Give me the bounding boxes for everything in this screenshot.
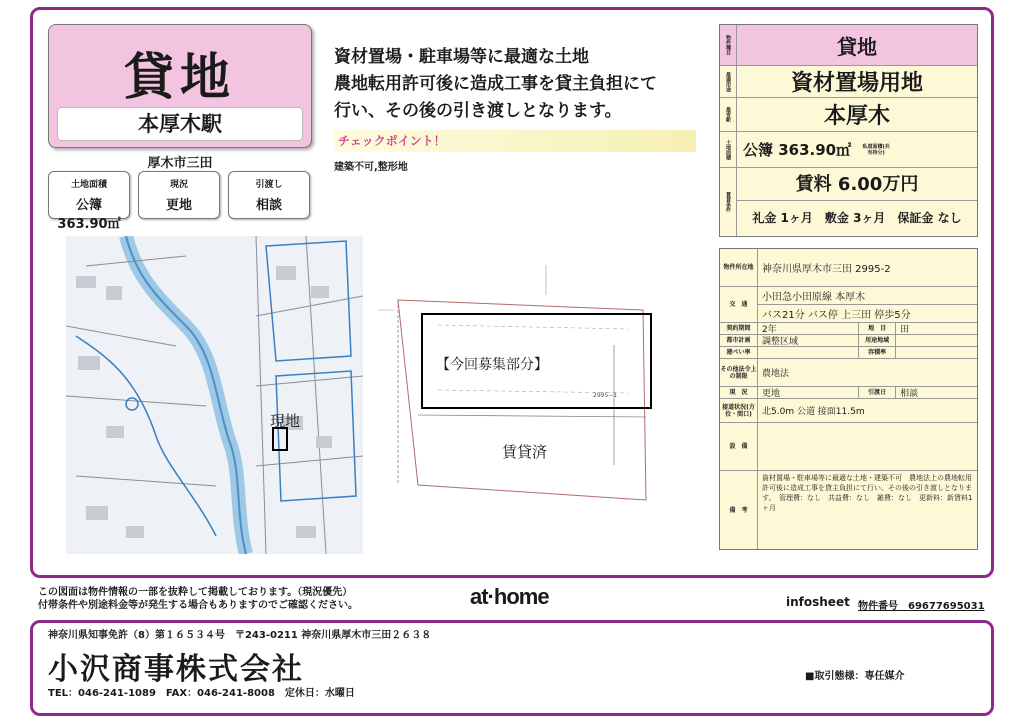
area-card xyxy=(48,171,130,232)
detail-address: 神奈川県厚木市三田 2995-2 xyxy=(762,264,891,275)
detail-value xyxy=(896,347,977,358)
summary-head: 賃貸条件 xyxy=(720,168,737,236)
transaction-type: ■取引態様：専任媒介 xyxy=(805,671,905,682)
detail-row-ratio xyxy=(720,347,977,359)
access-lines xyxy=(758,287,977,322)
detail-value xyxy=(758,347,858,358)
detail-head: その他法令上の制限 xyxy=(720,359,758,386)
detail-row-facility xyxy=(720,423,977,471)
detail-value: 調整区域 xyxy=(762,337,799,347)
rented-area-label: 賃貸済 xyxy=(502,443,548,461)
status-card-label: 現況 xyxy=(169,180,188,190)
access-line: 小田急小田原線 本厚木 xyxy=(758,287,977,305)
map-drawing xyxy=(66,236,363,554)
disclaimer-line: この図面は物件情報の一部を抜粋して掲載しております。（現況優先） xyxy=(38,587,353,598)
summary-head: 物件種目 xyxy=(720,25,737,65)
city-label: 厚木市三田 xyxy=(147,156,213,171)
status-card-value: 更地 xyxy=(165,198,192,213)
title-card xyxy=(48,24,312,148)
property-number: 物件番号 69677695031 xyxy=(858,601,985,612)
detail-head: 現 況 xyxy=(720,387,758,398)
detail-head: 引渡日 xyxy=(858,387,896,398)
detail-value: 田 xyxy=(900,325,910,335)
access-line: バス21分 バス停 上三田 停歩5分 xyxy=(762,310,911,321)
area-card-value: 公簿 363.90㎡ xyxy=(57,198,121,232)
detail-row-term xyxy=(720,323,977,335)
company-contact: TEL：046-241-1089 FAX：046-241-8008 定休日：水曜日 xyxy=(48,688,355,699)
property-details-table xyxy=(719,248,978,550)
detail-head: 建ぺい率 xyxy=(720,347,758,358)
station-label: 本厚木駅 xyxy=(57,107,303,141)
detail-head: 地 目 xyxy=(858,323,896,334)
detail-value: 2年 xyxy=(762,325,777,335)
summary-area xyxy=(737,132,977,167)
summary-head: 最寄駅 xyxy=(720,98,737,131)
summary-use: 資材置場用地 xyxy=(790,71,923,96)
catch-line: 農地転用許可後に造成工事を貸主負担にて xyxy=(334,74,657,94)
detail-head: 備 考 xyxy=(720,471,758,549)
detail-head: 契約期間 xyxy=(720,323,758,334)
summary-row-station xyxy=(720,98,977,132)
detail-value: 相談 xyxy=(900,389,919,399)
disclaimer xyxy=(38,586,358,612)
license-address: 神奈川県知事免許（8）第１６５３４号 〒243-0211 神奈川県厚木市三田２６３８ xyxy=(48,630,432,641)
detail-head: 容積率 xyxy=(858,347,896,358)
summary-head: 土地面積 xyxy=(720,132,737,167)
athome-logo: at·home xyxy=(470,584,549,609)
detail-row-access xyxy=(720,287,977,323)
detail-head: 設 備 xyxy=(720,423,758,470)
handover-card-label: 引渡し xyxy=(255,180,283,190)
summary-area-value: 公簿 363.90㎡ xyxy=(743,141,852,159)
site-label: 現地 xyxy=(270,412,301,430)
summary-head: 最適用途 xyxy=(720,66,737,97)
site-marker xyxy=(272,427,288,451)
summary-station: 本厚木 xyxy=(823,104,890,129)
detail-row-law xyxy=(720,359,977,387)
detail-row-remarks xyxy=(720,471,977,549)
detail-row-status xyxy=(720,387,977,399)
catch-line: 資材置場・駐車場等に最適な土地 xyxy=(334,47,589,67)
status-card xyxy=(138,171,220,219)
infosheet-label: infosheet xyxy=(786,595,850,609)
property-type-title: 貸地 xyxy=(124,48,236,106)
disclaimer-line: 付帯条件や別途料金等が発生する場合もありますのでご確認ください。 xyxy=(38,600,358,611)
handover-card-value: 相談 xyxy=(255,198,282,213)
location-map xyxy=(66,236,363,554)
private-road-note: 私道面積(共有持分) xyxy=(862,143,890,156)
detail-head: 都市計画 xyxy=(720,335,758,346)
property-summary-table xyxy=(719,24,978,237)
summary-row-terms xyxy=(720,168,977,236)
detail-head: 用途地域 xyxy=(858,335,896,346)
detail-head: 交 通 xyxy=(720,287,758,322)
detail-value xyxy=(896,335,977,346)
deposit-terms: 礼金 1ヶ月 敷金 3ヶ月 保証金 なし xyxy=(752,211,962,225)
recruit-area-label: 【今回募集部分】 xyxy=(436,357,548,373)
summary-row-use xyxy=(720,66,977,98)
remarks-text: 資材置場・駐車場等に最適な土地・建築不可 農地法上の農地転用許可後に造成工事を貸主負担にて行い、その後の引き渡しとなります。 管理費：なし 共益費：なし 雑費：なし 更新料：新賃料1ヶ月 xyxy=(762,474,973,512)
summary-row-kind xyxy=(720,25,977,66)
lot-number: 2995−1 xyxy=(593,392,618,399)
detail-row-road xyxy=(720,399,977,423)
area-card-label: 土地面積 xyxy=(70,180,107,190)
detail-row-plan xyxy=(720,335,977,347)
detail-row-address xyxy=(720,249,977,287)
detail-head: 物件所在地 xyxy=(720,249,758,286)
checkpoint-header: チェックポイント！ xyxy=(334,130,696,152)
summary-row-area xyxy=(720,132,977,168)
company-name: 小沢商事株式会社 xyxy=(48,652,304,687)
catch-line: 行い、その後の引き渡しとなります。 xyxy=(334,101,622,121)
detail-value: 更地 xyxy=(762,389,781,399)
detail-value xyxy=(758,423,977,470)
detail-value: 農地法 xyxy=(762,369,790,379)
checkpoint-body: 建築不可,整形地 xyxy=(334,162,408,173)
catch-copy xyxy=(334,44,704,125)
detail-value: 北5.0m 公道 接面11.5m xyxy=(762,407,865,417)
summary-kind: 貸地 xyxy=(837,34,877,59)
detail-head: 接道状況(方位・間口) xyxy=(720,399,758,422)
rent-value: 賃料 6.00万円 xyxy=(737,169,977,201)
summary-terms xyxy=(737,168,977,236)
handover-card xyxy=(228,171,310,219)
